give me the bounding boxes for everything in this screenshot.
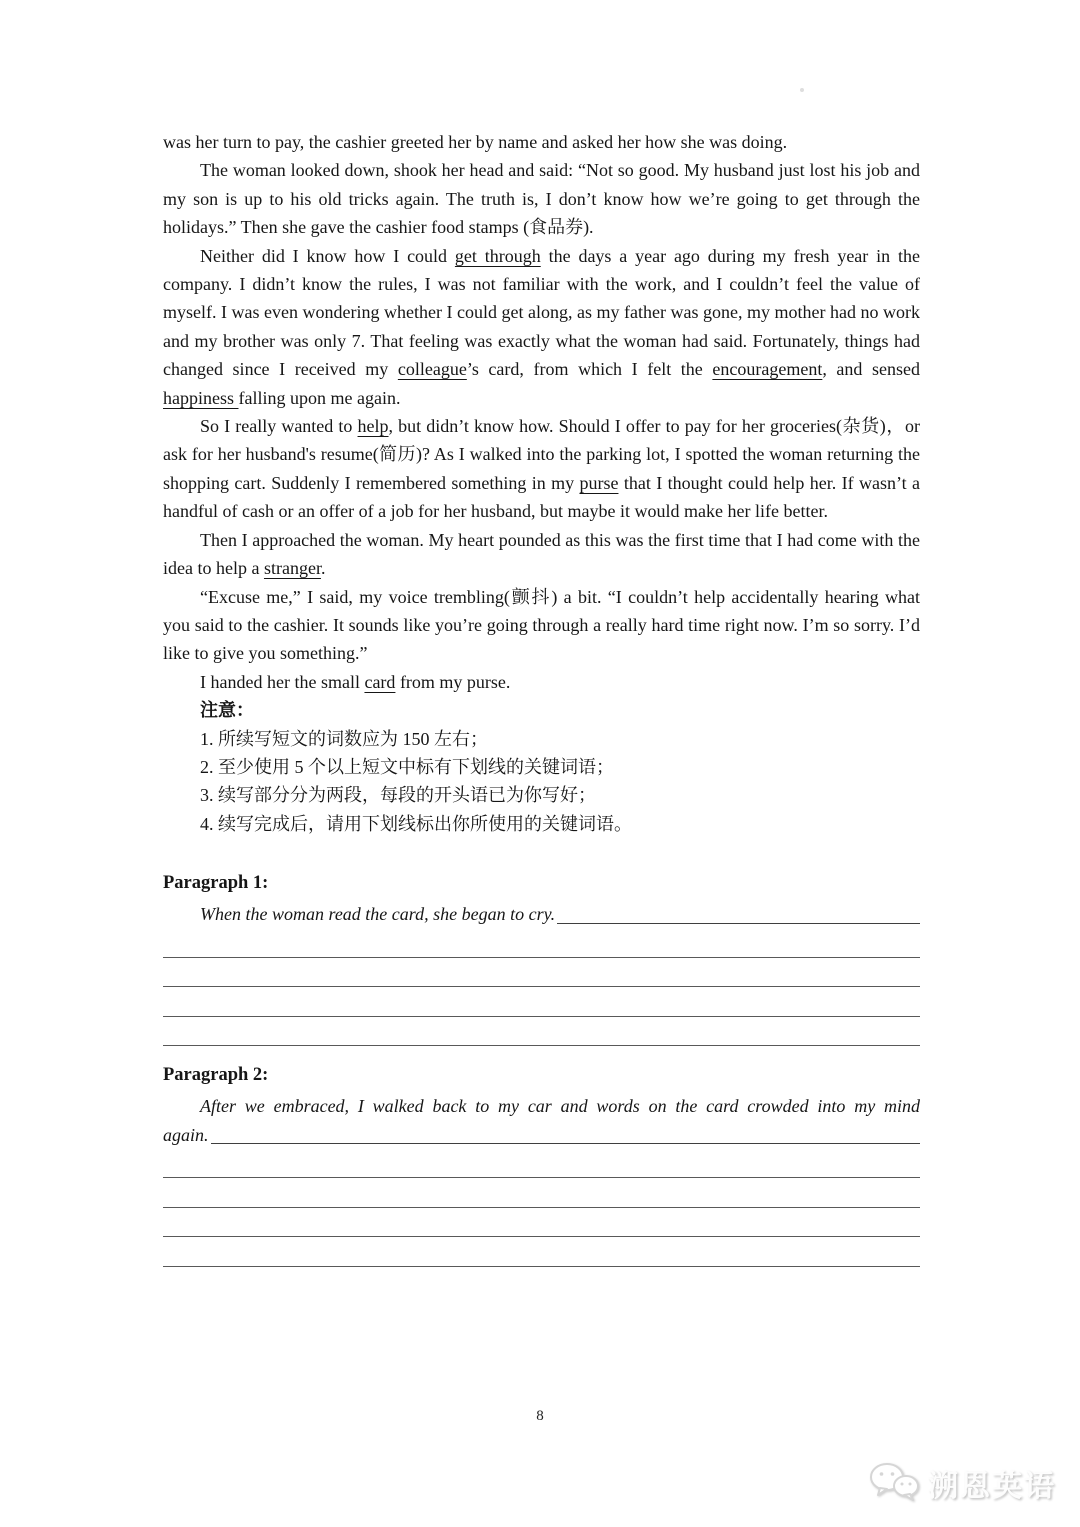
opener-line: After we embraced, I walked back to my car and words on the card crowded into my mind [200, 1096, 920, 1117]
passage-paragraph [163, 242, 920, 412]
answer-line [211, 1143, 920, 1144]
underlined-keyword: encouragement [712, 359, 823, 380]
answer-line [163, 929, 920, 958]
notes-label: 注意： [200, 700, 254, 721]
passage-text: The woman looked down, shook her head and said: “Not so good. My husband just lost his job and my son is up to his old tricks again. The truth is, I don’t know how we’re going to get through the holidays.” Then she gave the cashier food stamps (食品券). [163, 160, 920, 238]
note-item: 1. 所续写短文的词数应为 150 左右； [200, 728, 488, 749]
underlined-keyword: colleague [397, 359, 467, 380]
opener-line [163, 1121, 920, 1149]
scan-artifact-dot [800, 88, 804, 92]
underlined-keyword: get through [454, 245, 541, 266]
passage-text: I handed her the small [200, 671, 365, 692]
note-item: 2. 至少使用 5 个以上短文中标有下划线的关键词语； [200, 756, 614, 777]
passage-text: Neither did I know how I could [200, 245, 455, 266]
answer-line [163, 1208, 920, 1237]
passage-text: was her turn to pay, the cashier greeted her by name and asked her how she was doing. [163, 132, 788, 152]
note-item: 4. 续写完成后，请用下划线标出你所使用的关键词语。 [200, 813, 632, 834]
passage-text: from my purse. [395, 671, 511, 692]
underlined-keyword: help [357, 416, 389, 437]
opener-line [163, 900, 920, 928]
opener-text: again. [163, 1124, 209, 1145]
paragraph-heading: Paragraph 1: [163, 873, 269, 894]
writing-section [163, 1060, 920, 1266]
answer-line [163, 1178, 920, 1207]
passage-text: , and sensed [822, 359, 920, 380]
underlined-keyword: purse [579, 472, 619, 493]
paragraph-heading: Paragraph 2: [163, 1065, 269, 1086]
notes-section [163, 696, 920, 838]
answer-line [163, 1237, 920, 1266]
watermark-text: 溯恩英语 [928, 1470, 1056, 1503]
page-number: 8 [536, 1408, 544, 1424]
answer-line [163, 987, 920, 1016]
passage-text: , but didn’t know how. Should I offer to pay for her groceries(杂货)，or ask for her husband's resume(简历)? As I walked into the parking lot, I spotted the woman returning the shopping cart. Suddenly I remembered something in my [163, 416, 920, 493]
passage-paragraph [163, 583, 920, 668]
passage-paragraph [163, 668, 920, 696]
watermark [868, 1461, 1056, 1505]
passage-text: ’s card, from which I felt the [466, 359, 713, 380]
passage-text: falling upon me again. [238, 387, 401, 408]
answer-line [557, 923, 920, 924]
exam-page-content [163, 128, 920, 1267]
writing-section [163, 868, 920, 1046]
passage-paragraph [163, 526, 920, 583]
passage-text: the days a year ago during my fresh year in the company. I didn’t know the rules, I was not familiar with the work, and I couldn’t feel the value of myself. I was even wondering whether I could get along, as my father was gone, my mother had no work and my brother was only 7. That feeling was exactly what the woman had said. Fortunately, things had changed since I received my [163, 245, 920, 380]
note-item: 3. 续写部分分为两段，每段的开头语已为你写好； [200, 785, 596, 806]
answer-line [163, 1149, 920, 1178]
answer-line [163, 958, 920, 987]
wechat-icon [868, 1461, 920, 1505]
underlined-keyword: stranger [263, 558, 321, 579]
opener-text: When the woman read the card, she began to cry. [200, 904, 556, 925]
reading-passage [163, 128, 920, 696]
underlined-keyword: happiness [163, 387, 239, 408]
passage-text: Then I approached the woman. My heart pounded as this was the first time that I had come with the idea to help a [163, 529, 920, 579]
passage-text: . [320, 558, 326, 579]
passage-paragraph [163, 156, 920, 241]
passage-text: “Excuse me,” I said, my voice trembling(颤抖) a bit. “I couldn’t help accidentally hearing what you said to the cashier. It sounds like you’re going through a really hard time right now. I’m so sorry. I’d like to give you something.” [163, 586, 920, 664]
notes-list [200, 725, 920, 839]
passage-text: that I thought could help her. If wasn’t a handful of cash or an offer of a job for her husband, but maybe it would make her life better. [163, 472, 920, 522]
passage-paragraph [163, 128, 920, 156]
underlined-keyword: card [364, 671, 396, 692]
passage-paragraph [163, 412, 920, 526]
passage-text: So I really wanted to [200, 416, 358, 437]
writing-sections [163, 868, 920, 1266]
answer-line [163, 1017, 920, 1046]
